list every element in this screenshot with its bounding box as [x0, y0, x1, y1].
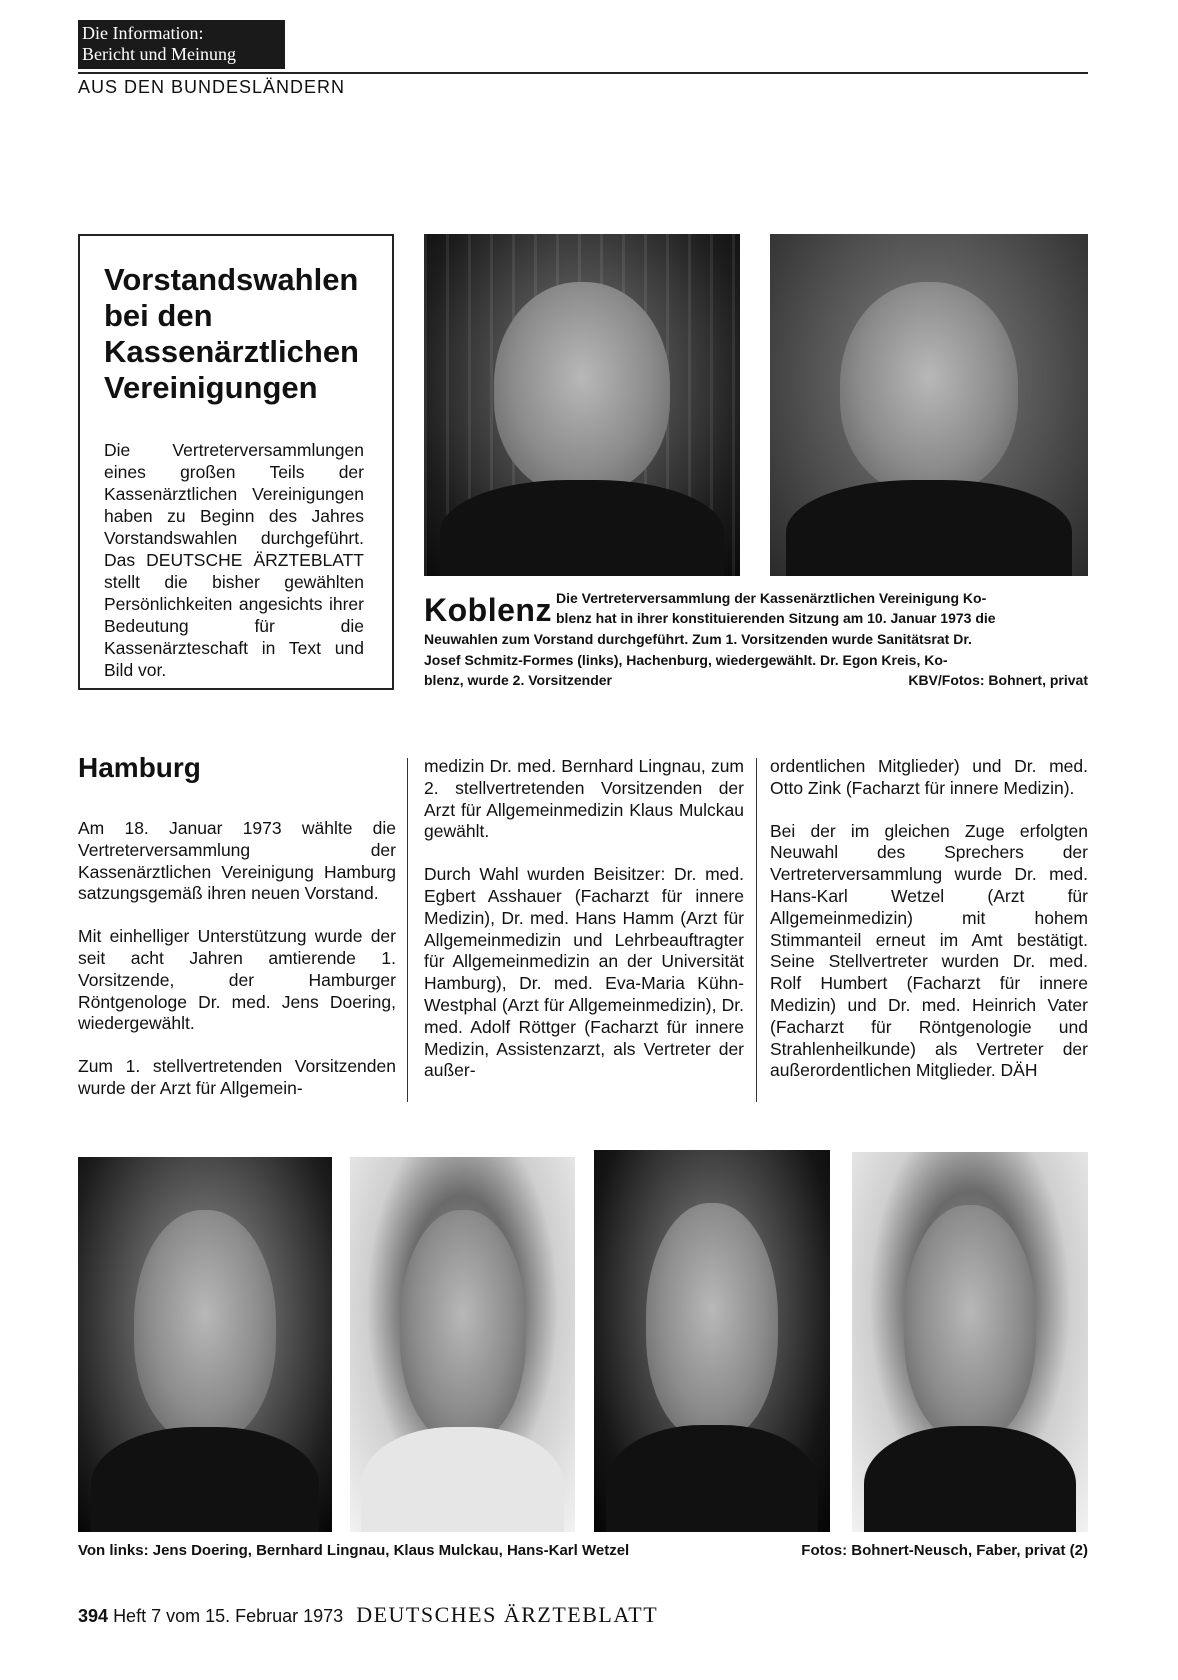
header-rule — [78, 72, 1088, 74]
page-footer — [78, 1602, 658, 1628]
section-title: AUS DEN BUNDESLÄNDERN — [78, 77, 346, 97]
issue-info: Heft 7 vom 15. Februar 1973 — [113, 1606, 344, 1626]
paragraph: medizin Dr. med. Bernhard Lingnau, zum 2. stellvertretenden Vorsitzenden der Arzt für Allgemeinmedizin Klaus Mulckau gewählt. — [424, 756, 744, 842]
rubric-line-1: Die Information: — [82, 23, 204, 43]
portrait-face — [904, 1205, 1036, 1441]
paragraph: Durch Wahl wurden Beisitzer: Dr. med. Egbert Asshauer (Facharzt für innere Medizin), Dr. med. Hans Hamm (Arzt für Allgemeinmedizin und Lehrbeauftragter für Allgemeinmedizin an der Universität Hamburg), Dr. med. Eva-Maria Kühn-Westphal (Arzt für Allgemeinmedizin), Dr. med. Adolf Röttger (Facharzt für innere Medizin, Assistenzarzt, als Vertreter der außer- — [424, 864, 744, 1081]
koblenz-heading: Koblenz — [424, 592, 552, 628]
portrait-face — [494, 282, 671, 494]
article-column-2 — [424, 756, 744, 1103]
photo-schmitz-formes — [424, 234, 740, 576]
photo-credit: KBV/Fotos: Bohnert, privat — [908, 672, 1088, 688]
paragraph: Zum 1. stellvertretenden Vorsitzenden wurde der Arzt für Allgemein- — [78, 1056, 396, 1098]
caption-line: blenz, wurde 2. Vorsitzender — [424, 672, 613, 688]
caption-line: Die Vertreterversammlung der Kassenärztlichen Vereinigung Ko- — [556, 590, 987, 606]
portrait-suit — [91, 1427, 320, 1532]
portrait-suit — [606, 1425, 818, 1532]
rubric-line-2: Bericht und Meinung — [82, 44, 236, 64]
portrait-suit — [864, 1426, 1076, 1532]
photo-kreis — [770, 234, 1088, 576]
paragraph: Am 18. Januar 1973 wählte die Vertreterversammlung der Kassenärztlichen Vereinigung Hamburg satzungsgemäß ihren neuen Vorstand. — [78, 818, 396, 904]
paragraph: Bei der im gleichen Zuge erfolgten Neuwahl des Sprechers der Vertreterversammlung wurde Dr. med. Hans-Karl Wetzel (Arzt für Allgemeinmedizin) mit hohem Stimmanteil erneut im Amt bestätigt. Seine Stellvertreter wurden Dr. med. Rolf Humbert (Facharzt für innere Medizin) und Dr. med. Heinrich Vater (Facharzt für Röntgenologie und Strahlenheilkunde) als Vertreter der außerordentlichen Mitglieder. DÄH — [770, 820, 1088, 1081]
intro-text: Die Vertreterversammlungen eines großen Teils der Kassenärztlichen Vereinigungen haben zu Beginn des Jahres Vorstandswahlen durchgeführt. Das DEUTSCHE ÄRZTEBLATT stellt die bisher gewählten Persönlichkeiten angesichts ihrer Bedeutung für die Kassenärzteschaft in Text und Bild vor. — [104, 440, 364, 680]
journal-name: DEUTSCHES ÄRZTEBLATT — [356, 1602, 659, 1627]
paragraph: Mit einhelliger Unterstützung wurde der seit acht Jahren amtierende 1. Vorsitzende, der Hamburger Röntgenologe Dr. med. Jens Doering, wiedergewählt. — [78, 926, 396, 1034]
photo-caption-names: Von links: Jens Doering, Bernhard Lingnau, Klaus Mulckau, Hans-Karl Wetzel — [78, 1542, 630, 1559]
portrait-suit — [786, 480, 1072, 576]
photo-mulckau — [594, 1150, 830, 1532]
article-column-3 — [770, 756, 1088, 1103]
article-column-1 — [78, 818, 396, 1121]
portrait-suit — [361, 1427, 564, 1532]
column-rule — [407, 758, 408, 1102]
photo-wetzel — [852, 1152, 1088, 1532]
portrait-face — [646, 1203, 778, 1440]
rubric-box — [78, 20, 285, 69]
page-number: 394 — [78, 1606, 109, 1626]
portrait-face — [134, 1210, 276, 1443]
intro-box — [78, 234, 394, 690]
portrait-face — [840, 282, 1018, 494]
photo-lingnau — [350, 1157, 575, 1532]
caption-line: blenz hat in ihrer konstituierenden Sitzung am 10. Januar 1973 die — [556, 610, 996, 626]
paragraph: ordentlichen Mitglieder) und Dr. med. Otto Zink (Facharzt für innere Medizin). — [770, 756, 1088, 798]
caption-line: Josef Schmitz-Formes (links), Hachenburg, wiedergewählt. Dr. Egon Kreis, Ko- — [424, 652, 948, 668]
portrait-face — [400, 1210, 526, 1443]
column-rule — [756, 758, 757, 1102]
hamburg-heading: Hamburg — [78, 752, 201, 783]
photo-doering — [78, 1157, 332, 1532]
intro-title: Vorstandswahlen bei den Kassenärztlichen Vereinigungen — [104, 262, 359, 405]
caption-line: Neuwahlen zum Vorstand durchgeführt. Zum 1. Vorsitzenden wurde Sanitätsrat Dr. — [424, 631, 972, 647]
portrait-suit — [440, 480, 724, 576]
koblenz-caption — [424, 588, 1088, 688]
photo-caption-credit: Fotos: Bohnert-Neusch, Faber, privat (2) — [801, 1542, 1088, 1559]
